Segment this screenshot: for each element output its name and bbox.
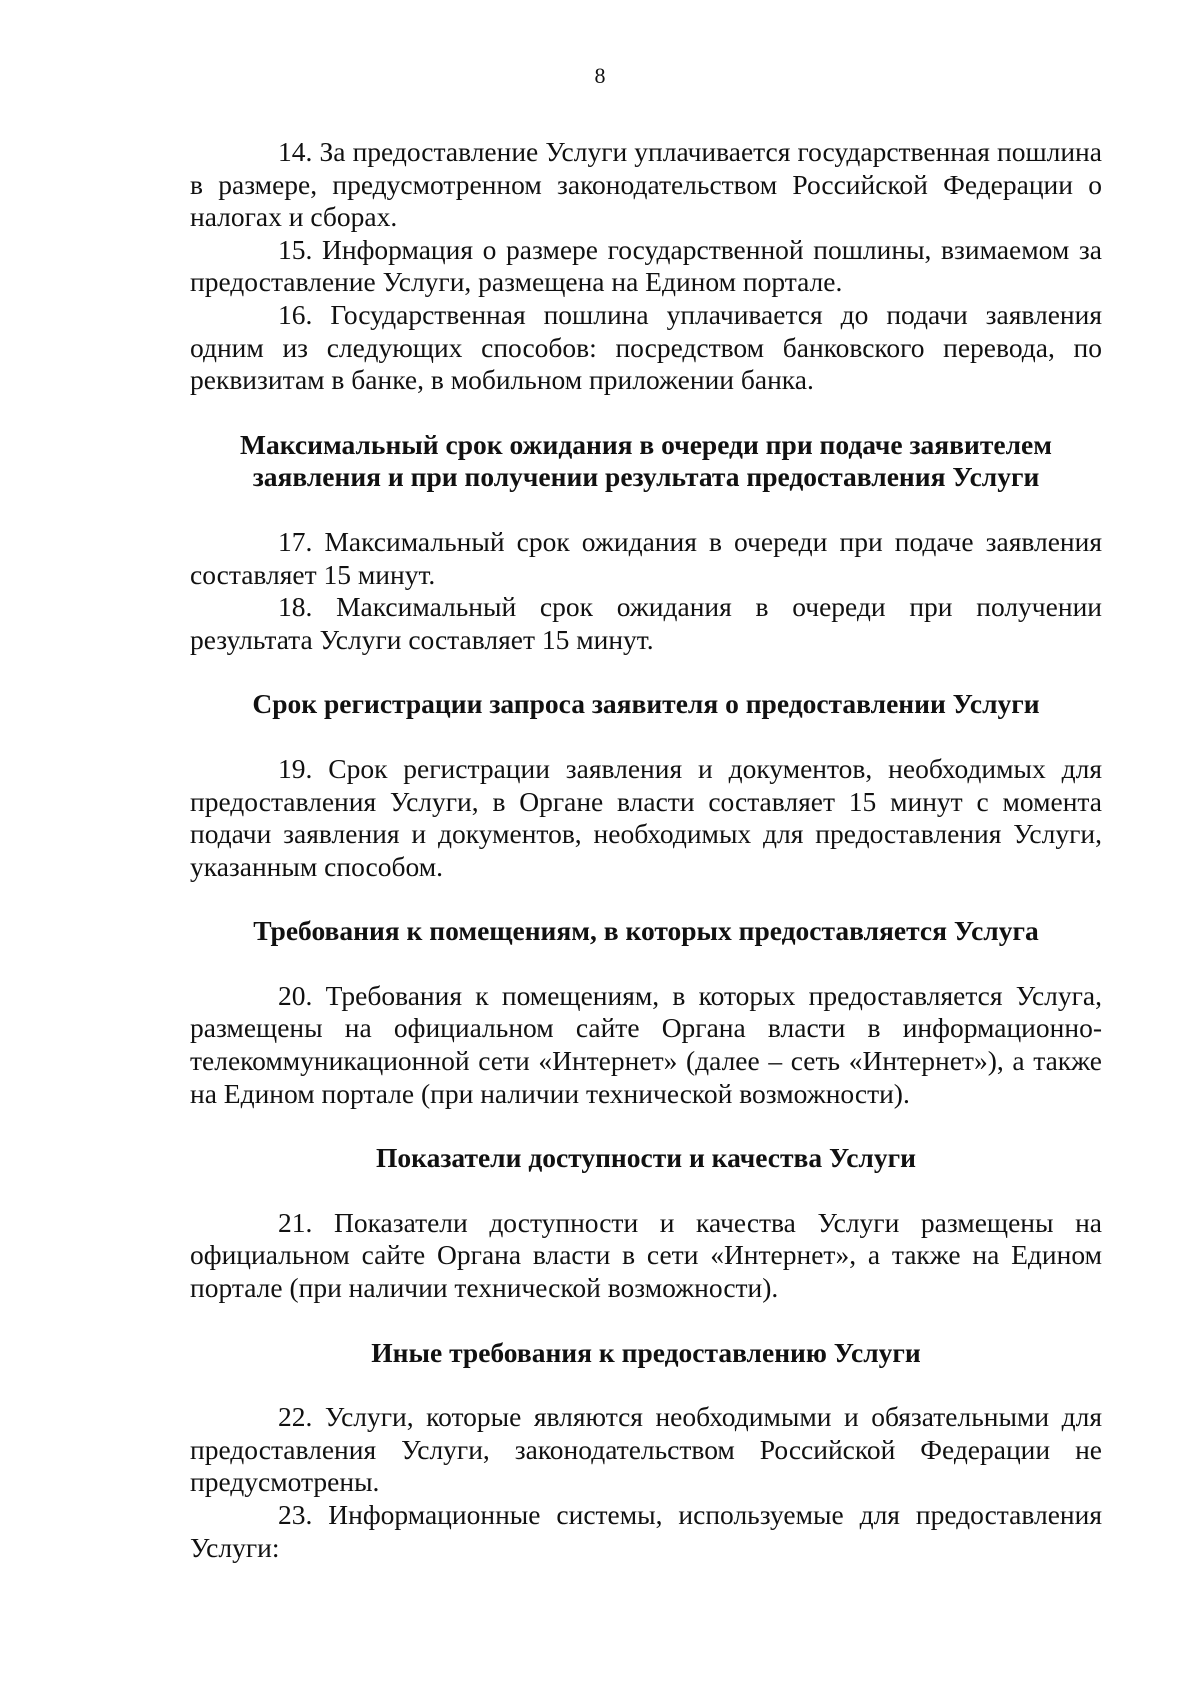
paragraph-16: 16. Государственная пошлина уплачивается до подачи заявления одним из следующих способов: посредством банковского перевода, по реквизитам в банке, в мобильном приложении банка. [190,298,1102,396]
heading-registration-time: Срок регистрации запроса заявителя о предоставлении Услуги [252,688,1040,720]
heading-premises-requirements: Требования к помещениям, в которых предоставляется Услуга [253,915,1039,947]
paragraph-21: 21. Показатели доступности и качества Услуги размещены на официальном сайте Органа власти в сети «Интернет», а также на Едином портале (при наличии технической возможности). [190,1206,1102,1304]
document-body [190,136,1102,1564]
paragraph-23: 23. Информационные системы, используемые для предоставления Услуги: [190,1499,1102,1563]
page-number: 8 [594,63,606,88]
paragraph-18: 18. Максимальный срок ожидания в очереди при получении результата Услуги составляет 15 минут. [190,591,1102,655]
heading-max-queue-time-line-2: заявления и при получении результата предоставления Услуги [252,461,1040,493]
paragraph-15: 15. Информация о размере государственной пошлины, взимаемом за предоставление Услуги, размещена на Едином портале. [190,233,1102,298]
paragraph-17: 17. Максимальный срок ожидания в очереди при подаче заявления составляет 15 минут. [190,525,1102,590]
heading-accessibility-indicators: Показатели доступности и качества Услуги [376,1142,916,1174]
heading-max-queue-time [190,429,1102,494]
heading-other-requirements: Иные требования к предоставлению Услуги [371,1336,921,1368]
paragraph-19: 19. Срок регистрации заявления и документов, необходимых для предоставления Услуги, в Органе власти составляет 15 минут с момента подачи заявления и документов, необходимых для предоставления Услуги, указанным способом. [190,752,1102,882]
paragraph-22: 22. Услуги, которые являются необходимыми и обязательными для предоставления Услуги, законодательством Российской Федерации не предусмотрены. [190,1401,1102,1498]
paragraph-14: 14. За предоставление Услуги уплачивается государственная пошлина в размере, предусмотренном законодательством Российской Федерации о налогах и сборах. [190,136,1102,233]
heading-max-queue-time-line-1: Максимальный срок ожидания в очереди при подаче заявителем [240,428,1052,460]
paragraph-20: 20. Требования к помещениям, в которых предоставляется Услуга, размещены на официальном сайте Органа власти в информационно-телекоммуникационной сети «Интернет» (далее – сеть «Интернет»), а также на Едином портале (при наличии технической возможности). [190,979,1102,1109]
